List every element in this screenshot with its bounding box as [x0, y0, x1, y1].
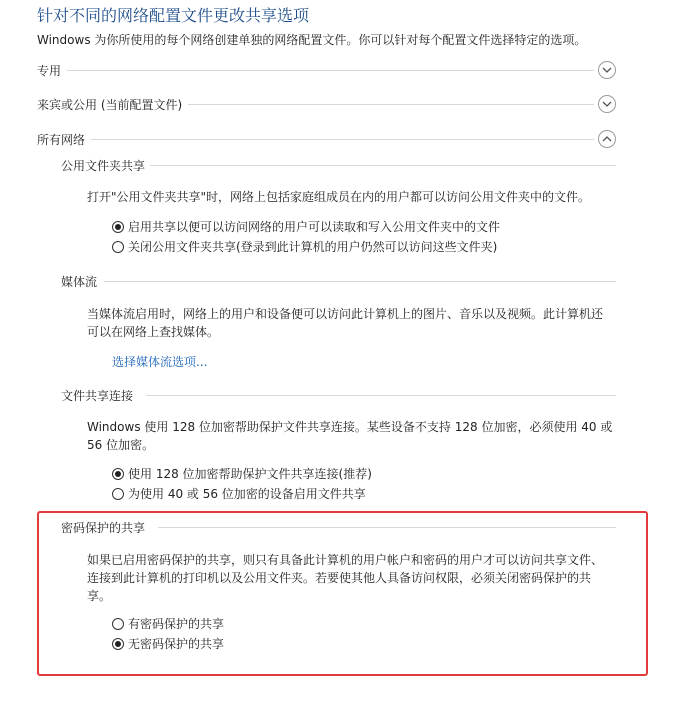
- profile-all-networks-label: 所有网络: [37, 131, 91, 148]
- password-sharing-text-2: 连接到此计算机的打印机以及公用文件夹。若要使其他人具备访问权限，必须关闭密码保护的共: [87, 571, 592, 585]
- public-folder-disable-option[interactable]: [112, 238, 497, 255]
- file-sharing-128-option[interactable]: [112, 465, 372, 482]
- file-sharing-text-1: Windows 使用 128 位加密帮助保护文件共享连接。某些设备不支持 128 位加密，必须使用 40 或: [87, 420, 613, 434]
- section-divider: [60, 70, 594, 71]
- file-sharing-text-2: 56 位加密。: [87, 438, 155, 452]
- password-off-label: 无密码保护的共享: [128, 637, 225, 651]
- password-on-option[interactable]: [112, 615, 224, 632]
- public-folder-enable-option[interactable]: [112, 218, 500, 235]
- public-folder-enable-label: 启用共享以便可以访问网络的用户可以读取和写入公用文件夹中的文件: [128, 220, 501, 234]
- chevron-up-icon[interactable]: [598, 130, 616, 148]
- media-streaming-text-1: 当媒体流启用时，网络上的用户和设备便可以访问此计算机上的图片、音乐以及视频。此计算机还: [87, 307, 604, 321]
- file-sharing-128-label: 使用 128 位加密帮助保护文件共享连接(推荐): [128, 467, 372, 481]
- password-sharing-heading: 密码保护的共享: [61, 521, 146, 535]
- media-streaming-options-link[interactable]: 选择媒体流选项...: [112, 355, 208, 369]
- section-divider: [180, 104, 594, 105]
- chevron-down-icon[interactable]: [598, 95, 616, 113]
- subsection-divider: [104, 281, 616, 282]
- radio-unselected-icon[interactable]: [112, 241, 124, 253]
- media-streaming-text-2: 可以在网络上查找媒体。: [87, 325, 220, 339]
- section-divider: [88, 139, 594, 140]
- password-off-option[interactable]: [112, 635, 224, 652]
- file-sharing-heading: 文件共享连接: [61, 389, 134, 403]
- radio-selected-icon[interactable]: [112, 638, 124, 650]
- page-title: 针对不同的网络配置文件更改共享选项: [37, 6, 310, 25]
- subsection-divider: [146, 395, 616, 396]
- password-sharing-text-3: 享。: [87, 589, 112, 603]
- public-folder-disable-label: 关闭公用文件夹共享(登录到此计算机的用户仍然可以访问这些文件夹): [128, 240, 498, 254]
- radio-unselected-icon[interactable]: [112, 488, 124, 500]
- file-sharing-40-56-label: 为使用 40 或 56 位加密的设备启用文件共享: [128, 487, 366, 501]
- page-description: Windows 为你所使用的每个网络创建单独的网络配置文件。你可以针对每个配置文件选择特定的选项。: [37, 33, 587, 47]
- profile-private-label: 专用: [37, 62, 67, 79]
- password-on-label: 有密码保护的共享: [128, 617, 225, 631]
- file-sharing-40-56-option[interactable]: [112, 485, 366, 502]
- radio-selected-icon[interactable]: [112, 221, 124, 233]
- profile-guest-label: 来宾或公用 (当前配置文件): [37, 96, 188, 113]
- radio-selected-icon[interactable]: [112, 468, 124, 480]
- password-sharing-text-1: 如果已启用密码保护的共享，则只有具备此计算机的用户帐户和密码的用户才可以访问共享文件、: [87, 553, 604, 567]
- subsection-divider: [150, 165, 616, 166]
- public-folder-text: 打开"公用文件夹共享"时，网络上包括家庭组成员在内的用户都可以访问公用文件夹中的文件。: [87, 190, 591, 204]
- subsection-divider: [158, 527, 616, 528]
- media-streaming-heading: 媒体流: [61, 275, 98, 289]
- chevron-down-icon[interactable]: [598, 61, 616, 79]
- public-folder-heading: 公用文件夹共享: [61, 159, 146, 173]
- radio-unselected-icon[interactable]: [112, 618, 124, 630]
